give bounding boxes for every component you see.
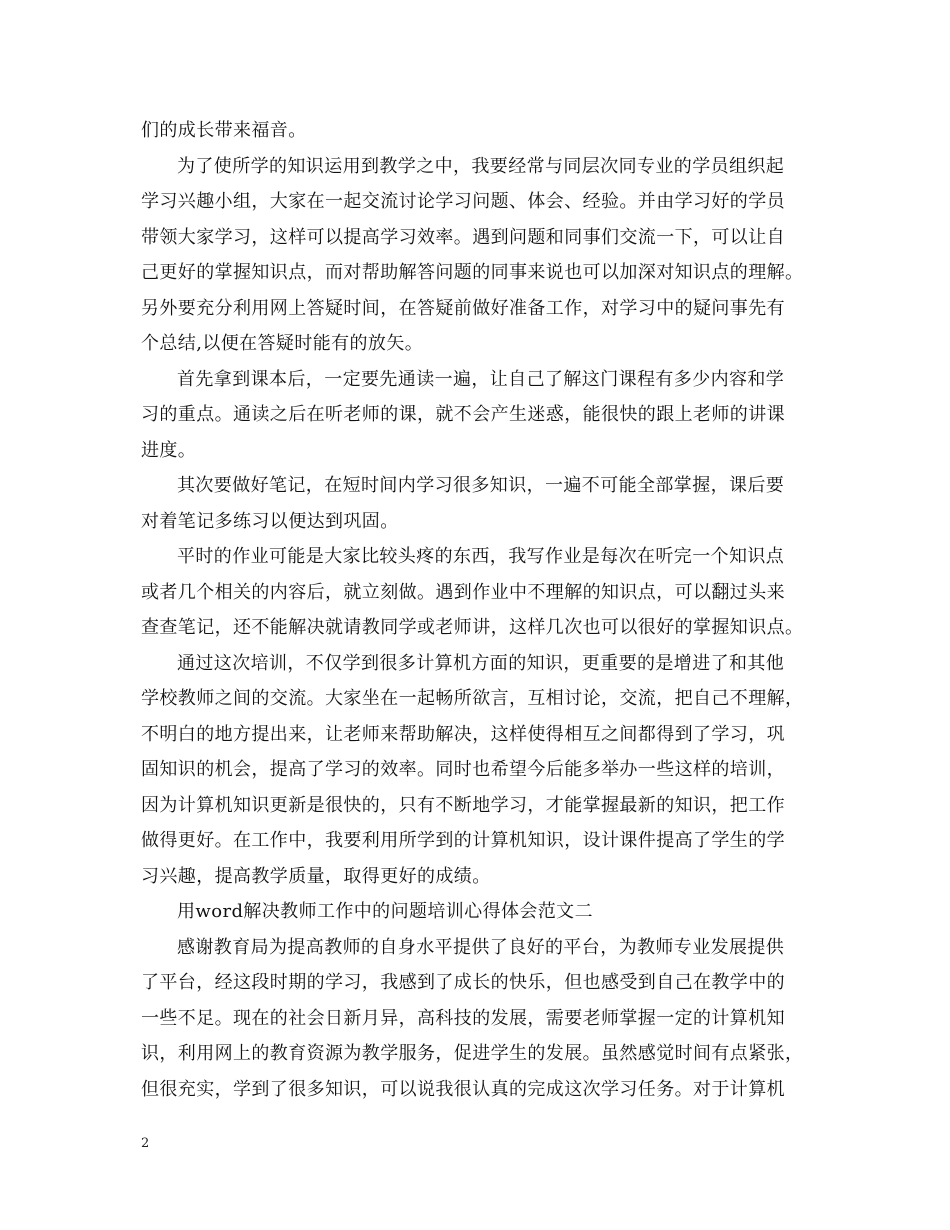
text-line: 其次要做好笔记，在短时间内学习很多知识，一遍不可能全部掌握，课后要: [177, 475, 785, 496]
text-line: 但很充实，学到了很多知识，可以说我很认真的完成这次学习任务。对于计算机: [141, 1078, 785, 1100]
document-body: [141, 113, 821, 1107]
text-line: 了平台，经这段时期的学习，我感到了成长的快乐，但也感受到自己在教学中的: [141, 972, 785, 993]
text-line: 带领大家学习，这样可以提高学习效率。遇到问题和同事们交流一下，可以让自: [141, 226, 785, 248]
text-line: 学习兴趣小组，大家在一起交流讨论学习问题、体会、经验。并由学习好的学员: [141, 191, 785, 212]
text-line: 对着笔记多练习以便达到巩固。: [141, 510, 399, 532]
text-line: 习的重点。通读之后在听老师的课，就不会产生迷惑，能很快的跟上老师的讲课: [141, 404, 785, 425]
text-line: 平时的作业可能是大家比较头疼的东西，我写作业是每次在听完一个知识点: [177, 546, 785, 567]
text-line: 或者几个相关的内容后，就立刻做。遇到作业中不理解的知识点，可以翻过头来: [141, 581, 785, 603]
text-line: 另外要充分利用网上答疑时间，在答疑前做好准备工作，对学习中的疑问事先有: [141, 297, 785, 319]
text-line: 首先拿到课本后，一定要先通读一遍，让自己了解这门课程有多少内容和学: [177, 368, 785, 390]
text-line: 查查笔记，还不能解决就请教同学或老师讲，这样几次也可以很好的掌握知识点。: [141, 617, 804, 638]
text-line: 进度。: [141, 439, 197, 461]
text-line: 不明白的地方提出来，让老师来帮助解决，这样使得相互之间都得到了学习，巩: [141, 723, 785, 745]
text-line: 通过这次培训，不仅学到很多计算机方面的知识，更重要的是增进了和其他: [177, 652, 785, 674]
text-line: 们的成长带来福音。: [141, 120, 307, 141]
text-line: 固知识的机会，提高了学习的效率。同时也希望今后能多举办一些这样的培训，: [141, 759, 785, 780]
text-line: 做得更好。在工作中，我要利用所学到的计算机知识，设计课件提高了学生的学: [141, 830, 785, 851]
text-line: 己更好的掌握知识点，而对帮助解答问题的同事来说也可以加深对知识点的理解。: [141, 262, 804, 283]
text-line: 一些不足。现在的社会日新月异，高科技的发展，需要老师掌握一定的计算机知: [141, 1007, 785, 1029]
text-line: 学校教师之间的交流。大家坐在一起畅所欲言，互相讨论，交流，把自己不理解，: [141, 688, 804, 709]
text-line: 个总结,以便在答疑时能有的放矢。: [141, 333, 424, 354]
page-number: 2: [141, 1136, 150, 1151]
text-line: 识，利用网上的教育资源为教学服务，促进学生的发展。虽然感觉时间有点紧张，: [141, 1043, 804, 1064]
text-line: 用word解决教师工作中的问题培训心得体会范文二: [177, 901, 593, 922]
text-line: 感谢教育局为提高教师的自身水平提供了良好的平台，为教师专业发展提供: [177, 936, 785, 958]
text-line: 为了使所学的知识运用到教学之中，我要经常与同层次同专业的学员组织起: [177, 155, 785, 177]
text-line: 习兴趣，提高教学质量，取得更好的成绩。: [141, 865, 491, 887]
text-line: 因为计算机知识更新是很快的，只有不断地学习，才能掌握最新的知识，把工作: [141, 794, 785, 816]
